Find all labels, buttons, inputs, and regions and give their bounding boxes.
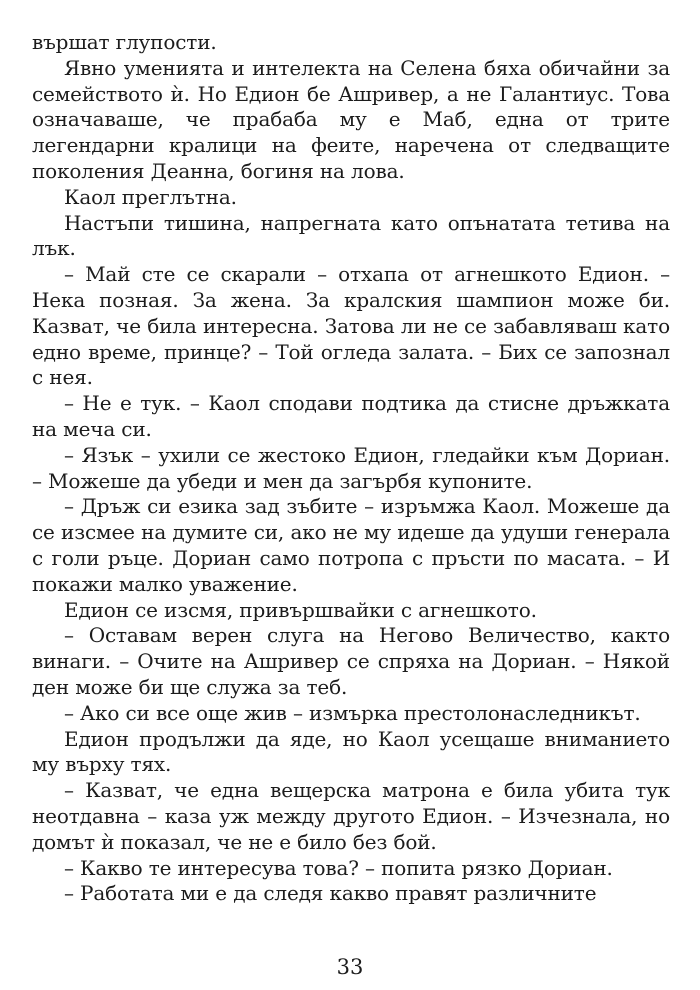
paragraph: – Оставам верен слуга на Негово Величество, както винаги. – Очите на Ашривер се спряха на Дориан. – Някой ден може би ще служа за теб.	[32, 623, 670, 699]
paragraph: – Ако си все още жив – измърка престолонаследникът.	[64, 700, 641, 725]
paragraph: – Работата ми е да следя какво правят различните	[64, 881, 597, 906]
page-body	[32, 30, 670, 930]
paragraph: Едион продължи да яде, но Каол усещаше вниманието му върху тях.	[32, 726, 670, 777]
paragraph: – Не е тук. – Каол сподави подтика да стисне дръжката на меча си.	[32, 391, 670, 441]
paragraph: – Казват, че една вещерска матрона е била убита тук неотдавна – каза уж между другото Едион. – Изчезнала, но домът ѝ показал, че не е било без бой.	[32, 778, 670, 854]
paragraph: Каол преглътна.	[64, 184, 237, 209]
paragraph: – Май сте се скарали – отхапа от агнешкото Едион. – Нека позная. За жена. За кралския шампион може би. Казват, че била интересна. Затова ли не се забавляваш като едно време, принце? – Той огледа залата. – Бих се запознал с нея.	[32, 262, 670, 390]
paragraph: Настъпи тишина, напрегната като опънатата тетива на лък.	[32, 210, 670, 261]
paragraph: – Какво те интересува това? – попита рязко Дориан.	[64, 855, 613, 880]
paragraph: вършат глупости.	[32, 30, 217, 54]
page-number: 33	[336, 955, 364, 979]
paragraph: Явно уменията и интелекта на Селена бяха обичайни за семейството ѝ. Но Едион бе Ашривер, а не Галантиус. Това означаваше, че прабаба му е Маб, една от трите легендарни кралици на феите, наречена от следващите поколения Деанна, богиня на лова.	[32, 55, 670, 183]
paragraph: – Язък – ухили се жестоко Едион, гледайки към Дориан. – Можеше да убеди и мен да загърбя купоните.	[32, 442, 670, 493]
paragraph: Едион се изсмя, привършвайки с агнешкото.	[64, 597, 537, 622]
paragraph: – Дръж си езика зад зъбите – изръмжа Каол. Можеше да се изсмее на думите си, ако не му идеше да удуши генерала с голи ръце. Дориан само потропа с пръсти по масата. – И покажи малко уважение.	[32, 494, 670, 596]
